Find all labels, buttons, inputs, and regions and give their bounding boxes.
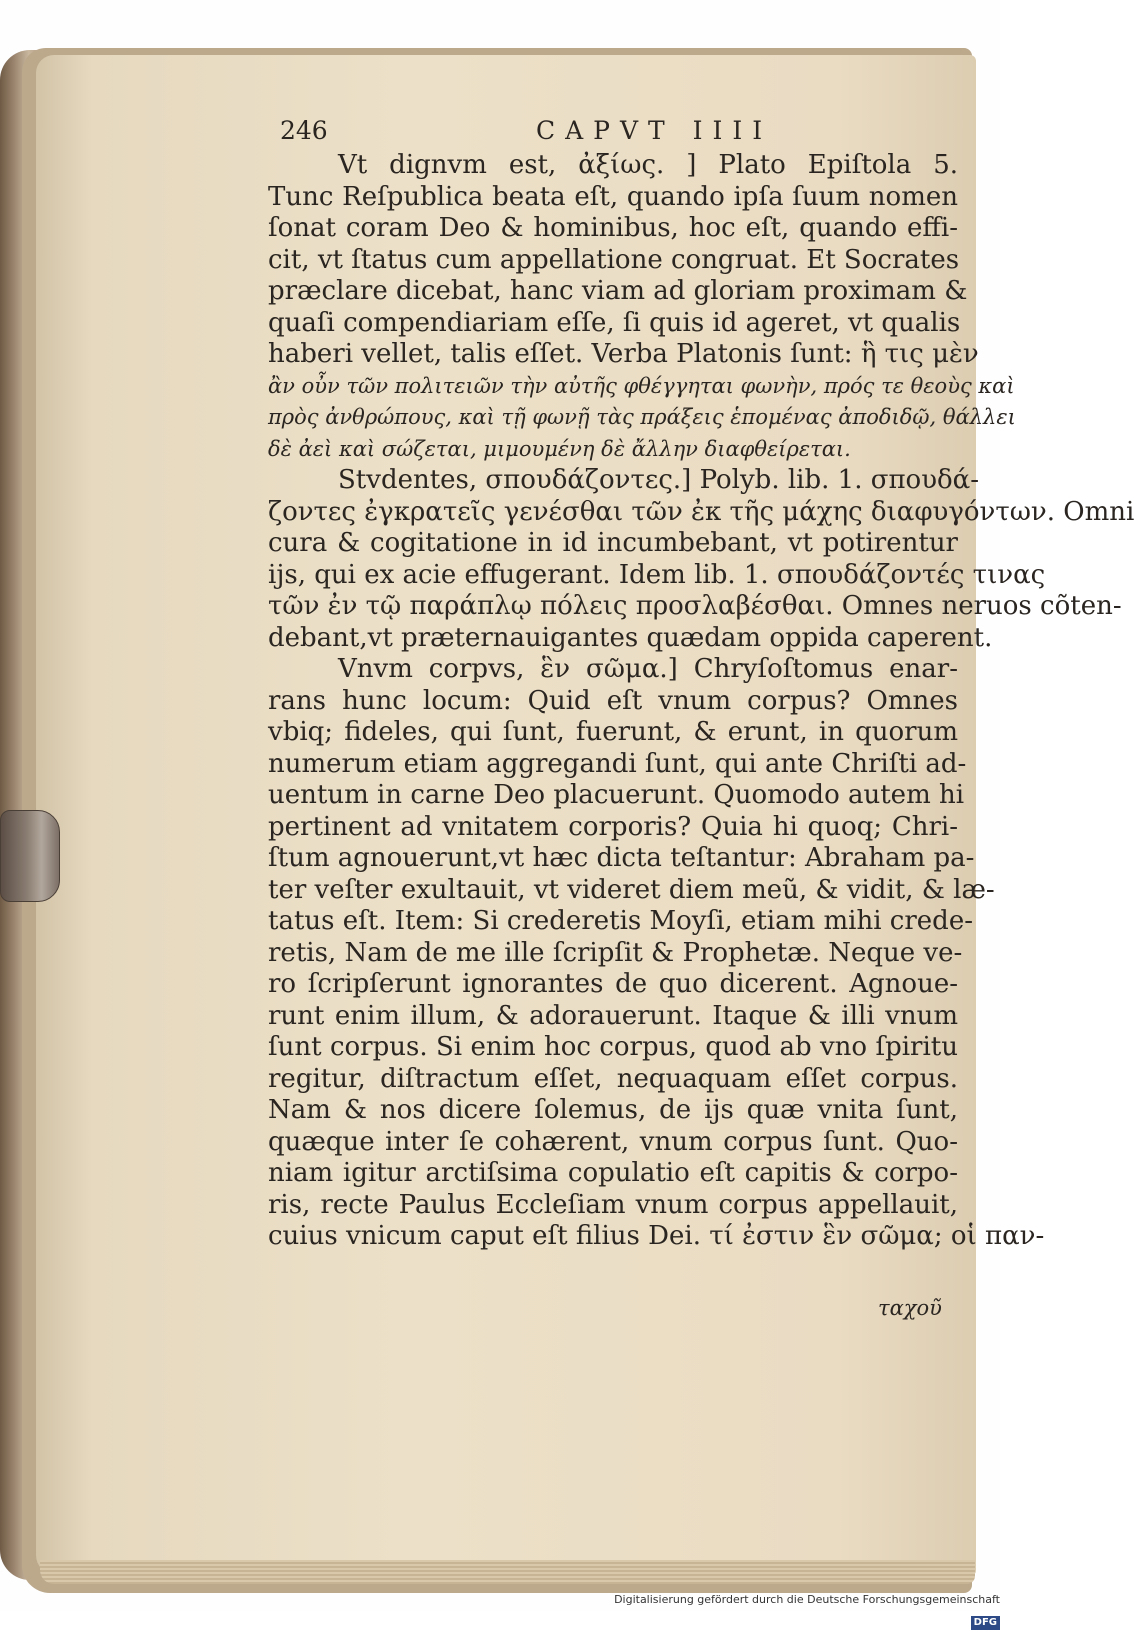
text-line: tatus eſt. Item: Si crederetis Moyſi, etiam mihi crede- bbox=[268, 906, 973, 936]
text-line: Stvdentes, σπουδάζοντες.] Polyb. lib. 1. σπουδά- bbox=[338, 465, 980, 495]
text-line: πρὸς ἀνθρώπους, καὶ τῇ φωνῇ τὰς πράξεις ἑπομένας ἀποδιδῷ, θάλλει bbox=[268, 405, 1016, 429]
running-head: CAPVT IIII bbox=[536, 116, 773, 145]
footer-text: Digitalisierung gefördert durch die Deutsche Forschungsgemeinschaft bbox=[614, 1593, 1000, 1606]
dfg-logo: DFG bbox=[971, 1616, 1000, 1630]
text-line: cit, vt ſtatus cum appellatione congruat. Et Socrates bbox=[268, 244, 960, 275]
page-header bbox=[268, 112, 958, 150]
text-line: rans hunc locum: Quid eſt vnum corpus? Omnes bbox=[268, 685, 958, 716]
text-line: quaſi compendiariam eſſe, ſi quis id ageret, vt qualis bbox=[268, 307, 961, 338]
text-line: runt enim illum, & adorauerunt. Itaque & illi vnum bbox=[268, 1000, 958, 1031]
text-line: Vnvm corpvs, ἓν σῶμα.] Chryſoſtomus enar- bbox=[338, 654, 958, 684]
text-line: ſunt corpus. Si enim hoc corpus, quod ab vno ſpiritu bbox=[268, 1032, 958, 1062]
text-line: ris, recte Paulus Eccleſiam vnum corpus appellauit, bbox=[268, 1189, 958, 1220]
text-line: pertinent ad vnitatem corporis? Quia hi quoq; Chri- bbox=[268, 811, 958, 842]
text-line: Nam & nos dicere ſolemus, de ijs quæ vnita ſunt, bbox=[268, 1095, 958, 1125]
text-line: cura & cogitatione in id incumbebant, vt potirentur bbox=[268, 528, 958, 558]
page-fore-edge bbox=[40, 1560, 975, 1584]
page-text bbox=[268, 112, 1134, 1253]
catchword: ταχοῦ bbox=[878, 1296, 942, 1320]
text-line: haberi vellet, talis eſſet. Verba Platonis ſunt: ἣ τις μὲν bbox=[268, 339, 979, 369]
text-line: Vt dignvm est, ἀξίως. ] Plato Epiſtola 5. bbox=[338, 150, 958, 180]
text-line: ro ſcripſerunt ignorantes de quo dicerent. Agnoue- bbox=[268, 969, 958, 999]
text-line: vbiq; fideles, qui ſunt, fuerunt, & erunt, in quorum bbox=[268, 717, 958, 747]
text-line: δὲ ἀεὶ καὶ σώζεται, μιμουμένη δὲ ἄλλην διαφθείρεται. bbox=[268, 436, 851, 461]
text-line: ijs, qui ex acie effugerant. Idem lib. 1. σπουδάζοντές τινας bbox=[268, 559, 1046, 590]
text-line: τῶν ἐν τῷ παράπλῳ πόλεις προσλαβέσθαι. Omnes neruos cõten- bbox=[268, 591, 1122, 621]
text-line: quæque inter ſe cohærent, vnum corpus ſunt. Quo- bbox=[268, 1126, 958, 1157]
text-line: Tunc Reſpublica beata eſt, quando ipſa ſuum nomen bbox=[268, 181, 958, 212]
text-line: debant,vt præternauigantes quædam oppida caperent. bbox=[268, 622, 993, 653]
text-line: numerum etiam aggregandi ſunt, qui ante Chriſti ad- bbox=[268, 748, 967, 779]
text-line: ζοντες ἐγκρατεῖς γενέσθαι τῶν ἐκ τῆς μάχης διαφυγόντων. Omni bbox=[268, 496, 1134, 527]
text-line: ſonat coram Deo & hominibus, hoc eſt, quando effi- bbox=[268, 213, 958, 243]
text-line: uentum in carne Deo placuerunt. Quomodo autem hi bbox=[268, 780, 965, 810]
text-line: præclare dicebat, hanc viam ad gloriam proximam & bbox=[268, 276, 968, 306]
text-line: regitur, diſtractum eſſet, nequaquam eſſet corpus. bbox=[268, 1063, 958, 1094]
digitization-footer bbox=[590, 1589, 1000, 1628]
text-line: ſtum agnouerunt,vt hæc dicta teſtantur: Abraham pa- bbox=[268, 843, 975, 873]
text-line: cuius vnicum caput eſt filius Dei. τί ἐστιν ἓν σῶμα; οἱ παν- bbox=[268, 1221, 1045, 1251]
page-number: 246 bbox=[280, 116, 328, 145]
text-lines bbox=[268, 150, 1134, 1253]
text-line: ter veſter exultauit, vt videret diem meũ, & vidit, & læ- bbox=[268, 874, 995, 905]
text-line: ἂν οὖν τῶν πολιτειῶν τὴν αὐτῆς φθέγγηται φωνὴν, πρός τε θεοὺς καὶ bbox=[268, 373, 1015, 398]
book-clasp bbox=[0, 810, 60, 902]
text-line: retis, Nam de me ille ſcripſit & Prophetæ. Neque ve- bbox=[268, 937, 963, 968]
text-line: niam igitur arctiſsima copulatio eſt capitis & corpo- bbox=[268, 1158, 958, 1188]
